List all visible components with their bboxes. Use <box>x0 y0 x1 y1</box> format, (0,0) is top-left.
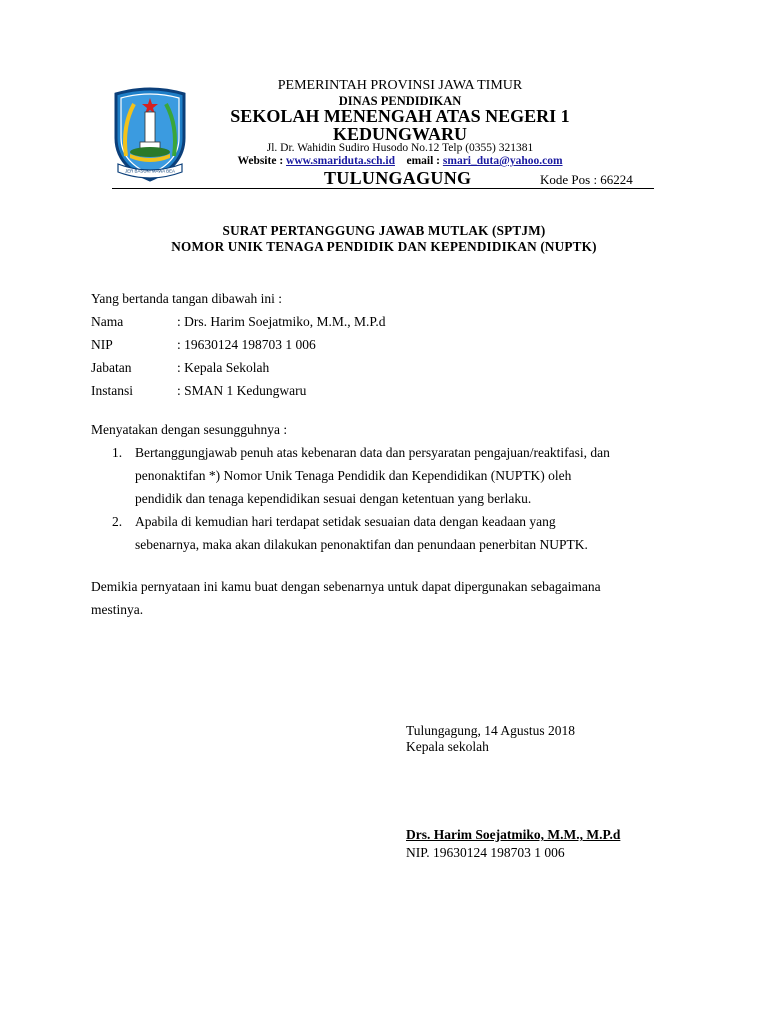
field-label-nama: Nama <box>91 314 124 329</box>
school-address: Jl. Dr. Wahidin Sudiro Husodo No.12 Telp (0355) 321381 <box>266 142 534 154</box>
signature-name: Drs. Harim Soejatmiko, M.M., M.P.d <box>406 827 621 842</box>
field-value-jabatan: : Kepala Sekolah <box>177 360 270 375</box>
signature-nip: NIP. 19630124 198703 1 006 <box>406 845 565 860</box>
field-label-instansi: Instansi <box>91 383 133 398</box>
field-value-nip: : 19630124 198703 1 006 <box>177 337 316 352</box>
list-item-line: Bertanggungjawab penuh atas kebenaran data dan persyaratan pengajuan/reaktifasi, dan <box>135 445 610 460</box>
closing-text-end: mestinya. <box>91 602 144 617</box>
letterhead-divider <box>112 188 654 189</box>
school-name-line1: SEKOLAH MENENGAH ATAS NEGERI 1 <box>230 106 570 126</box>
field-label-nip: NIP <box>91 337 113 352</box>
closing-text: Demikia pernyataan ini kamu buat dengan sebenarnya untuk dapat dipergunakan sebagaimana <box>91 579 601 594</box>
list-item-line: Apabila di kemudian hari terdapat setidak sesuaian data dengan keadaan yang <box>135 514 556 529</box>
logo-motto: JER BASUKI MAWA BEA <box>125 168 175 174</box>
east-java-coat-of-arms-icon <box>112 86 188 182</box>
postal-code: Kode Pos : 66224 <box>540 172 633 187</box>
list-item-number: 2. <box>112 514 123 529</box>
website-link[interactable]: www.smariduta.sch.id <box>286 155 395 167</box>
signature-role: Kepala sekolah <box>406 739 489 754</box>
statement-intro: Menyatakan dengan sesungguhnya : <box>91 422 288 437</box>
list-item-number: 1. <box>112 445 123 460</box>
government-name: PEMERINTAH PROVINSI JAWA TIMUR <box>277 78 523 93</box>
website-label: Website : <box>237 155 284 167</box>
email-link[interactable]: smari_duta@yahoo.com <box>442 155 563 167</box>
signature-place-date: Tulungagung, 14 Agustus 2018 <box>406 723 576 738</box>
contact-line <box>200 155 600 167</box>
agency-name: DINAS PENDIDIKAN <box>338 94 462 108</box>
field-value-instansi: : SMAN 1 Kedungwaru <box>177 383 307 398</box>
field-value-nama: : Drs. Harim Soejatmiko, M.M., M.P.d <box>177 314 386 329</box>
field-label-jabatan: Jabatan <box>91 360 132 375</box>
intro-text: Yang bertanda tangan dibawah ini : <box>91 291 282 306</box>
list-item-line: pendidik dan tenaga kependidikan sesuai dengan ketentuan yang berlaku. <box>135 491 532 506</box>
document-title: SURAT PERTANGGUNG JAWAB MUTLAK (SPTJM) <box>222 223 546 238</box>
city-name: TULUNGAGUNG <box>324 168 472 188</box>
list-item-line: penonaktifan *) Nomor Unik Tenaga Pendidik dan Kependidikan (NUPTK) oleh <box>135 468 572 483</box>
list-item-line: sebenarnya, maka akan dilakukan penonaktifan dan penundaan penerbitan NUPTK. <box>135 537 588 552</box>
email-label: email : <box>406 155 441 167</box>
document-subtitle: NOMOR UNIK TENAGA PENDIDIK DAN KEPENDIDIKAN (NUPTK) <box>171 239 597 254</box>
school-name-line2: KEDUNGWARU <box>332 124 467 144</box>
